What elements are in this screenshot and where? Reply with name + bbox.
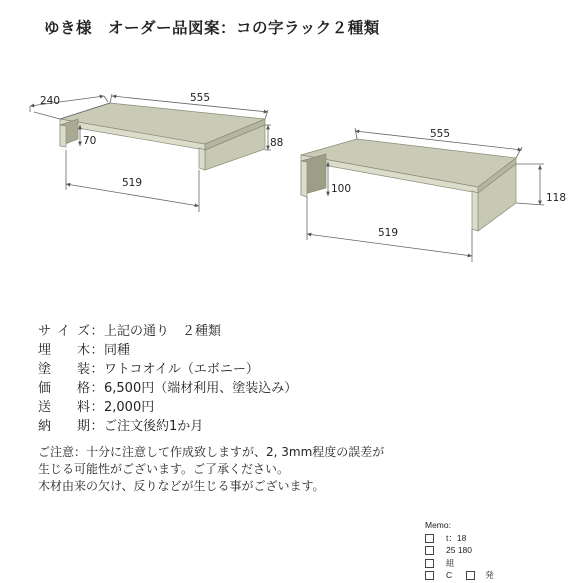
rack-1-depth-label: 240 [40, 95, 61, 107]
spec-row-price [38, 379, 297, 398]
memo-text: 組 [446, 557, 455, 568]
spec-separator: ： [90, 381, 104, 396]
spec-value: 2,000円 [104, 400, 155, 415]
rack-2-right-leg-front [472, 191, 478, 231]
spec-label: サイズ [38, 324, 90, 339]
checkbox-icon[interactable] [466, 571, 475, 580]
memo-row [425, 544, 494, 557]
spec-label: 埋木 [38, 343, 90, 358]
page-title: ゆき様 オーダー品図案：コの字ラック２種類 [44, 19, 380, 37]
notice-text [38, 444, 384, 495]
rack-2-height-label: 118 [546, 192, 567, 204]
memo-text: 25 180 [446, 545, 472, 555]
spec-row-size [38, 322, 297, 341]
spec-list [38, 322, 297, 436]
rack-2 [301, 128, 566, 262]
notice-line: 木材由来の欠け、反りなどが生じる事がございます。 [38, 479, 325, 493]
memo-row [425, 557, 494, 570]
rack-1-right-leg-front [199, 148, 205, 170]
memo-row [425, 569, 494, 582]
spec-label: 送料 [38, 400, 90, 415]
memo-text: C [446, 570, 453, 580]
spec-separator: ： [90, 362, 104, 377]
spec-value: 同種 [104, 343, 131, 358]
checkbox-icon[interactable] [425, 534, 434, 543]
rack-2-inner-width-label: 519 [378, 227, 399, 239]
spec-value: ご注文後約1か月 [104, 419, 204, 434]
rack-2-left-leg-front [301, 161, 307, 197]
spec-separator: ： [90, 419, 104, 434]
checkbox-icon[interactable] [425, 559, 434, 568]
rack-1-height-label: 88 [270, 137, 284, 149]
memo-text: t：18 [446, 532, 467, 543]
rack-1-inner-height-label: 70 [83, 135, 97, 147]
rack-1-inner-width-label: 519 [122, 177, 143, 189]
spec-value: ワトコオイル（エボニー） [104, 362, 259, 377]
rack-1-width-label: 555 [190, 92, 211, 104]
memo-title: Memo: [425, 520, 451, 530]
spec-row-plug [38, 341, 297, 360]
memo-row [425, 532, 494, 545]
spec-label: 納期 [38, 419, 90, 434]
checkbox-icon[interactable] [425, 571, 434, 580]
spec-separator: ： [90, 324, 104, 339]
spec-row-shipping [38, 398, 297, 417]
spec-separator: ： [90, 400, 104, 415]
notice-line: 生じる可能性がございます。ご了承ください。 [38, 462, 290, 476]
spec-row-finish [38, 360, 297, 379]
rack-2-inner-height-label: 100 [331, 183, 352, 195]
memo-box [425, 519, 494, 582]
spec-value: 6,500円（端材利用、塗装込み） [104, 381, 298, 396]
notice-line: ご注意：十分に注意して作成致しますが、2, 3mm程度の誤差が [38, 445, 385, 459]
spec-label: 塗装 [38, 362, 90, 377]
spec-row-delivery [38, 417, 297, 436]
spec-value: 上記の通り ２種類 [104, 324, 222, 339]
rack-2-width-label: 555 [430, 128, 451, 140]
rack-1 [30, 92, 283, 212]
memo-text: 発 [485, 570, 494, 580]
spec-label: 価格 [38, 381, 90, 396]
rack-1-left-leg-front [60, 125, 66, 147]
spec-separator: ： [90, 343, 104, 358]
checkbox-icon[interactable] [425, 546, 434, 555]
